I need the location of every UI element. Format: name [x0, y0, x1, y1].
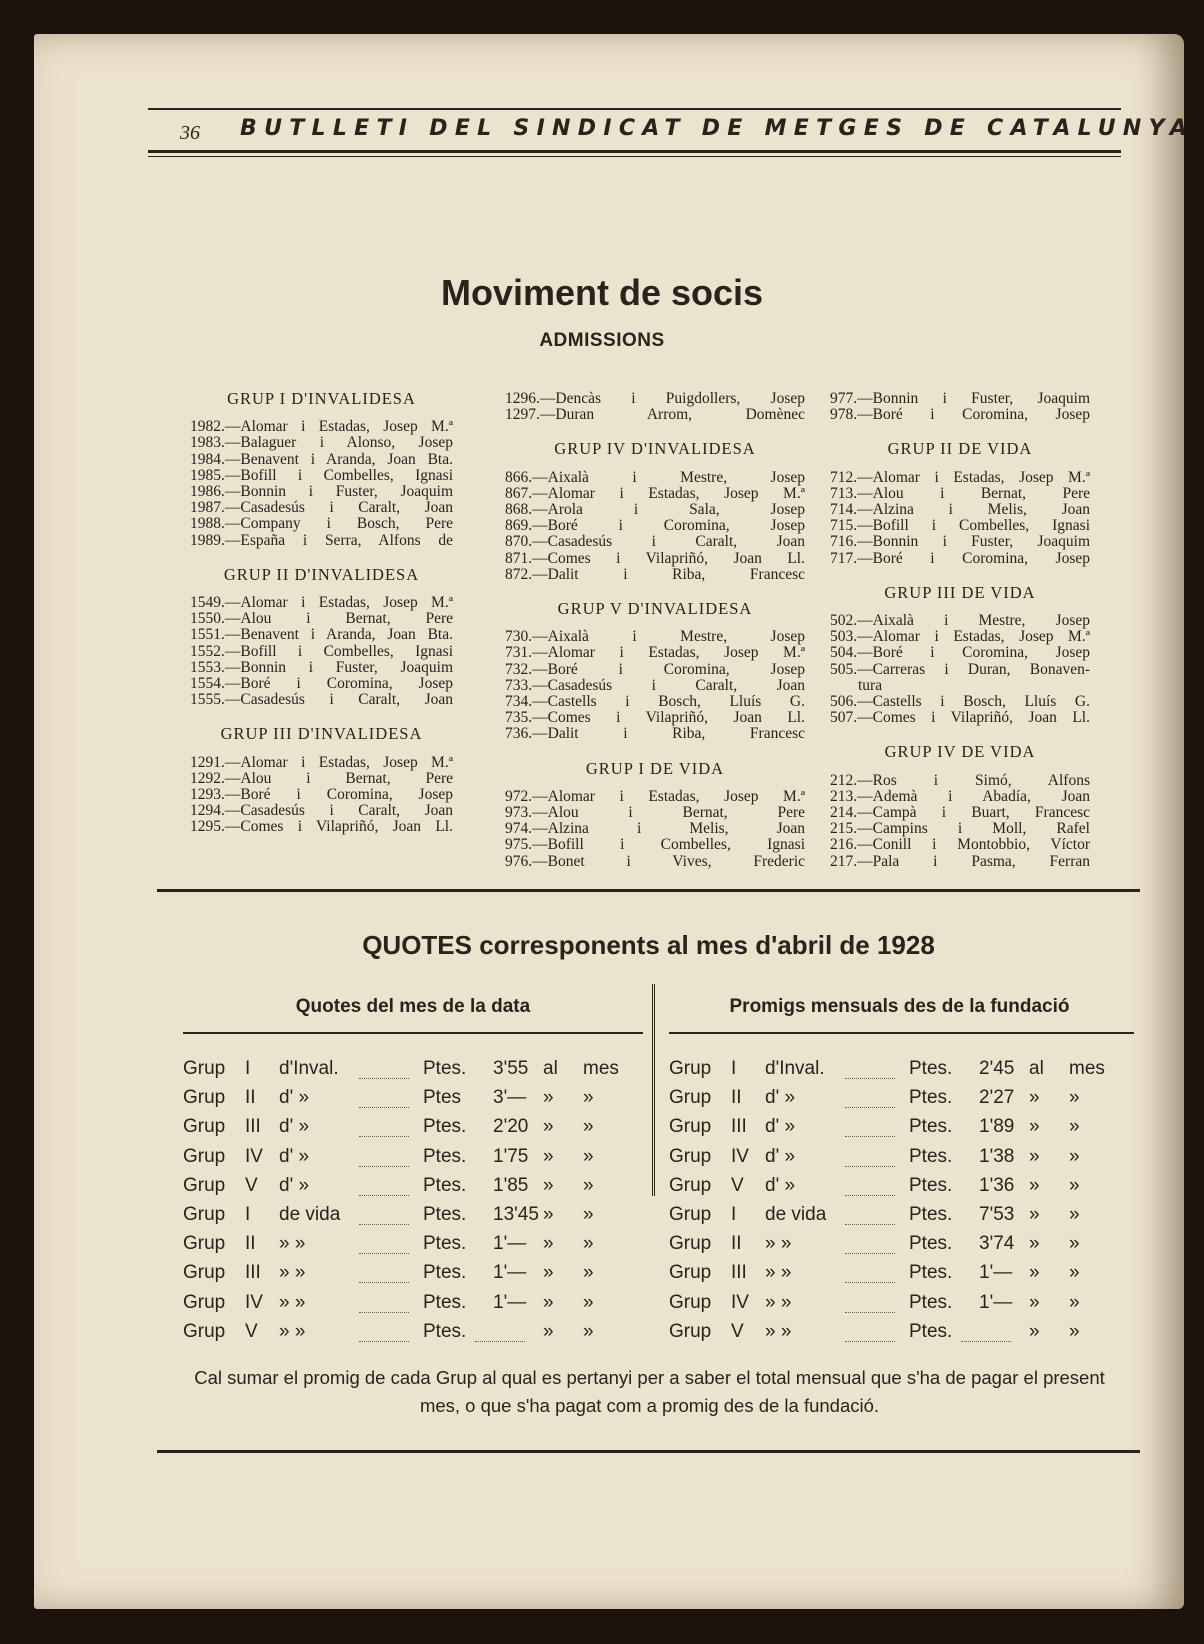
header-rule-bottom: [148, 150, 1121, 153]
row-amount: 7'53: [979, 1203, 1015, 1225]
row-currency: Ptes.: [909, 1320, 953, 1342]
member-entry: 1984.—Benavent i Aranda, Joan Bta.: [190, 451, 453, 468]
row-period: »: [1069, 1320, 1080, 1342]
member-entry: 716.—Bonnin i Fuster, Joaquim: [830, 534, 1090, 551]
member-entry: 712.—Alomar i Estadas, Josep M.ª: [830, 469, 1090, 486]
leader-dots: [359, 1341, 409, 1342]
member-entry: 866.—Aixalà i Mestre, Josep: [505, 469, 805, 486]
member-entry: 214.—Campà i Buart, Francesc: [830, 805, 1090, 822]
amount-leader-dots: [961, 1341, 1011, 1342]
member-entry: 1549.—Alomar i Estadas, Josep M.ª: [190, 595, 453, 612]
row-amount: 1'—: [493, 1291, 527, 1313]
row-amount: 2'20: [493, 1116, 529, 1138]
row-currency: Ptes.: [423, 1291, 467, 1313]
row-amount: 1'—: [493, 1262, 527, 1284]
member-entry: 735.—Comes i Vilapriñó, Joan Ll.: [505, 710, 805, 727]
row-unit: »: [1029, 1116, 1040, 1138]
member-entry: 869.—Boré i Coromina, Josep: [505, 518, 805, 535]
member-entry: 1555.—Casadesús i Caralt, Joan: [190, 692, 453, 709]
group-heading: GRUP III D'INVALIDESA: [220, 724, 423, 744]
quote-row: [183, 1058, 643, 1087]
section-heading: ADMISSIONS: [539, 330, 665, 351]
row-number: I: [245, 1203, 251, 1225]
row-currency: Ptes.: [423, 1116, 467, 1138]
row-currency: Ptes.: [423, 1145, 467, 1167]
row-grup: Grup: [669, 1291, 712, 1313]
quote-row: [183, 1175, 643, 1204]
row-period: »: [1069, 1145, 1080, 1167]
member-entry: 1987.—Casadesús i Caralt, Joan: [190, 500, 453, 517]
member-entry: 1291.—Alomar i Estadas, Josep M.ª: [190, 754, 453, 771]
row-type: » »: [279, 1262, 306, 1284]
row-type: de vida: [765, 1203, 827, 1225]
row-amount: 1'38: [979, 1145, 1015, 1167]
row-amount: 3'74: [979, 1233, 1015, 1255]
member-entry: 1552.—Bofill i Combelles, Ignasi: [190, 643, 453, 660]
quote-row: [669, 1116, 1134, 1145]
row-type: d'Inval.: [279, 1058, 339, 1079]
row-amount: 3'55: [493, 1058, 529, 1079]
group-heading: GRUP V D'INVALIDESA: [557, 599, 753, 619]
row-type: d' »: [765, 1174, 796, 1196]
member-entry: 1983.—Balaguer i Alonso, Josep: [190, 435, 453, 452]
group-heading: GRUP II D'INVALIDESA: [223, 564, 420, 584]
row-grup: Grup: [669, 1262, 712, 1284]
row-unit: »: [1029, 1145, 1040, 1167]
row-type: » »: [279, 1291, 306, 1313]
member-entry: 1553.—Bonnin i Fuster, Joaquim: [190, 659, 453, 676]
member-entry: 215.—Campins i Moll, Rafel: [830, 821, 1090, 838]
row-unit: »: [543, 1087, 554, 1109]
member-entry: 216.—Conill i Montobbio, Víctor: [830, 837, 1090, 854]
row-amount: 1'—: [979, 1291, 1013, 1313]
member-entry: 1551.—Benavent i Aranda, Joan Bta.: [190, 627, 453, 644]
quote-row: [183, 1087, 643, 1116]
member-entry: 731.—Alomar i Estadas, Josep M.ª: [505, 645, 805, 662]
member-entry: 974.—Alzina i Melis, Joan: [505, 821, 805, 838]
row-number: III: [731, 1262, 747, 1284]
member-entry: 978.—Boré i Coromina, Josep: [830, 407, 1090, 424]
member-entry: 736.—Dalit i Riba, Francesc: [505, 726, 805, 743]
row-currency: Ptes.: [909, 1262, 953, 1284]
member-entry: 1294.—Casadesús i Caralt, Joan: [190, 803, 453, 820]
quote-row: [183, 1116, 643, 1145]
column-divider: [652, 984, 655, 1196]
group-heading: GRUP III DE VIDA: [884, 582, 1036, 602]
member-entry: 713.—Alou i Bernat, Pere: [830, 485, 1090, 502]
leader-dots: [845, 1078, 895, 1079]
row-unit: al: [1029, 1058, 1044, 1079]
quote-row: [669, 1058, 1134, 1087]
row-number: IV: [245, 1291, 263, 1313]
row-currency: Ptes.: [909, 1116, 953, 1138]
quote-row: [183, 1262, 643, 1291]
member-entry: 1989.—España i Serra, Alfons de: [190, 532, 453, 549]
row-unit: »: [1029, 1087, 1040, 1109]
row-unit: »: [1029, 1174, 1040, 1196]
row-type: » »: [765, 1320, 792, 1342]
row-type: d' »: [765, 1087, 796, 1109]
member-entry: 714.—Alzina i Melis, Joan: [830, 502, 1090, 519]
leader-dots: [359, 1166, 409, 1167]
row-type: d'Inval.: [765, 1058, 825, 1079]
row-number: II: [245, 1233, 256, 1255]
row-number: IV: [731, 1145, 749, 1167]
row-type: de vida: [279, 1203, 341, 1225]
row-unit: »: [1029, 1320, 1040, 1342]
row-period: »: [1069, 1233, 1080, 1255]
row-number: I: [731, 1203, 737, 1225]
row-period: »: [583, 1291, 594, 1313]
row-grup: Grup: [183, 1233, 226, 1255]
quotes-right-table: [669, 1058, 1134, 1350]
row-currency: Ptes.: [909, 1174, 953, 1196]
row-amount: 13'45: [493, 1203, 539, 1225]
row-currency: Ptes.: [423, 1058, 467, 1079]
member-entry: 212.—Ros i Simó, Alfons: [830, 772, 1090, 789]
leader-dots: [845, 1136, 895, 1137]
row-grup: Grup: [669, 1058, 712, 1079]
row-currency: Ptes.: [909, 1203, 953, 1225]
row-period: »: [583, 1320, 594, 1342]
member-entry: 504.—Boré i Coromina, Josep: [830, 645, 1090, 662]
row-grup: Grup: [183, 1116, 226, 1138]
row-amount: 1'75: [493, 1145, 529, 1167]
left-heading-rule: [183, 1032, 643, 1034]
member-entry: 734.—Castells i Bosch, Lluís G.: [505, 694, 805, 711]
member-entry: 506.—Castells i Bosch, Lluís G.: [830, 694, 1090, 711]
row-number: II: [731, 1087, 742, 1109]
row-grup: Grup: [669, 1087, 712, 1109]
row-grup: Grup: [183, 1291, 226, 1313]
row-unit: »: [543, 1233, 554, 1255]
row-period: »: [583, 1262, 594, 1284]
row-period: »: [1069, 1262, 1080, 1284]
row-grup: Grup: [183, 1145, 226, 1167]
leader-dots: [845, 1312, 895, 1313]
row-type: d' »: [279, 1145, 310, 1167]
leader-dots: [359, 1282, 409, 1283]
leader-dots: [845, 1195, 895, 1196]
row-period: »: [1069, 1203, 1080, 1225]
member-entry: 1550.—Alou i Bernat, Pere: [190, 611, 453, 628]
member-entry: 976.—Bonet i Vives, Frederic: [505, 853, 805, 870]
leader-dots: [845, 1282, 895, 1283]
row-period: »: [583, 1233, 594, 1255]
row-type: d' »: [279, 1087, 310, 1109]
member-entry: 868.—Arola i Sala, Josep: [505, 502, 805, 519]
row-amount: 2'27: [979, 1087, 1015, 1109]
row-unit: »: [543, 1145, 554, 1167]
member-entry: 717.—Boré i Coromina, Josep: [830, 550, 1090, 567]
row-unit: »: [543, 1174, 554, 1196]
member-entry: 1293.—Boré i Coromina, Josep: [190, 787, 453, 804]
row-grup: Grup: [183, 1262, 226, 1284]
row-period: »: [1069, 1087, 1080, 1109]
member-entry: 870.—Casadesús i Caralt, Joan: [505, 534, 805, 551]
row-type: » »: [765, 1233, 792, 1255]
member-entry: 975.—Bofill i Combelles, Ignasi: [505, 837, 805, 854]
quote-row: [183, 1204, 643, 1233]
member-entry: 1986.—Bonnin i Fuster, Joaquim: [190, 484, 453, 501]
group-heading: GRUP I DE VIDA: [585, 758, 725, 778]
quote-row: [669, 1204, 1134, 1233]
row-unit: »: [543, 1291, 554, 1313]
quote-row: [669, 1175, 1134, 1204]
row-period: mes: [1069, 1058, 1105, 1079]
header-rule-top: [148, 108, 1121, 110]
row-period: »: [583, 1116, 594, 1138]
member-entry: 872.—Dalit i Riba, Francesc: [505, 566, 805, 583]
journal-title: BUTLLETI DEL SINDICAT DE METGES DE CATALUNYA: [240, 116, 1195, 141]
row-period: »: [1069, 1174, 1080, 1196]
admissions-column: [190, 391, 453, 836]
row-type: » »: [279, 1320, 306, 1342]
spacer: [505, 743, 805, 761]
member-entry: tura: [858, 677, 883, 694]
member-entry: 1554.—Boré i Coromina, Josep: [190, 676, 453, 693]
row-currency: Ptes.: [423, 1262, 467, 1284]
row-number: II: [731, 1233, 742, 1255]
admissions-column: [505, 391, 805, 870]
quotes-note: Cal sumar el promig de cada Grup al qual es pertanyi per a saber el total mensual que s'ha de pagar el present mes, o que s'ha pagat com a promig des de la fundació.: [194, 1367, 1105, 1416]
member-entry: 732.—Boré i Coromina, Josep: [505, 661, 805, 678]
leader-dots: [845, 1253, 895, 1254]
member-entry: 1985.—Bofill i Combelles, Ignasi: [190, 467, 453, 484]
quote-row: [669, 1321, 1134, 1350]
quote-row: [669, 1233, 1134, 1262]
row-number: IV: [731, 1291, 749, 1313]
row-type: » »: [765, 1291, 792, 1313]
quote-row: [183, 1321, 643, 1350]
page-number: 36: [180, 122, 200, 144]
row-period: mes: [583, 1058, 619, 1079]
quote-row: [183, 1292, 643, 1321]
member-entry: 867.—Alomar i Estadas, Josep M.ª: [505, 485, 805, 502]
row-number: II: [245, 1087, 256, 1109]
quote-row: [669, 1146, 1134, 1175]
row-currency: Ptes.: [909, 1291, 953, 1313]
member-entry: 217.—Pala i Pasma, Ferran: [830, 853, 1090, 870]
row-currency: Ptes.: [909, 1233, 953, 1255]
row-number: V: [731, 1174, 744, 1196]
row-number: IV: [245, 1145, 263, 1167]
member-entry: 1292.—Alou i Bernat, Pere: [190, 770, 453, 787]
quotes-title: QUOTES corresponents al mes d'abril de 1928: [362, 930, 935, 960]
row-grup: Grup: [669, 1116, 712, 1138]
row-grup: Grup: [183, 1058, 226, 1079]
group-heading: GRUP II DE VIDA: [887, 439, 1033, 459]
quote-row: [669, 1262, 1134, 1291]
member-entry: 1295.—Comes i Vilapriñó, Joan Ll.: [190, 819, 453, 836]
group-heading: GRUP IV D'INVALIDESA: [554, 439, 756, 459]
member-entry: 977.—Bonnin i Fuster, Joaquim: [830, 391, 1090, 407]
member-entry: 1297.—Duran Arrom, Domènec: [505, 407, 805, 424]
row-period: »: [1069, 1116, 1080, 1138]
member-entry: 507.—Comes i Vilapriñó, Joan Ll.: [830, 710, 1090, 727]
leader-dots: [359, 1078, 409, 1079]
group-heading: GRUP IV DE VIDA: [884, 742, 1036, 762]
row-number: V: [245, 1174, 258, 1196]
row-amount: 1'36: [979, 1174, 1015, 1196]
row-unit: »: [1029, 1233, 1040, 1255]
row-grup: Grup: [669, 1233, 712, 1255]
member-entry: 730.—Aixalà i Mestre, Josep: [505, 629, 805, 646]
row-unit: »: [1029, 1291, 1040, 1313]
admissions-column: [830, 391, 1090, 870]
row-currency: Ptes: [423, 1087, 462, 1109]
row-unit: »: [1029, 1203, 1040, 1225]
leader-dots: [845, 1341, 895, 1342]
row-type: d' »: [279, 1116, 310, 1138]
quotes-left-table: [183, 1058, 643, 1350]
row-grup: Grup: [669, 1203, 712, 1225]
article-title: Moviment de socis: [440, 272, 764, 313]
quote-row: [183, 1233, 643, 1262]
row-number: V: [731, 1320, 744, 1342]
row-amount: 1'—: [979, 1262, 1013, 1284]
leader-dots: [359, 1107, 409, 1108]
amount-leader-dots: [475, 1341, 525, 1342]
row-currency: Ptes.: [909, 1145, 953, 1167]
row-amount: 1'—: [493, 1233, 527, 1255]
row-type: » »: [765, 1262, 792, 1284]
row-type: d' »: [765, 1116, 796, 1138]
row-type: d' »: [765, 1145, 796, 1167]
row-grup: Grup: [669, 1145, 712, 1167]
member-entry: 505.—Carreras i Duran, Bonaven-: [830, 661, 1090, 678]
row-unit: »: [543, 1320, 554, 1342]
header-rule-bottom-thin: [148, 156, 1121, 157]
leader-dots: [845, 1224, 895, 1225]
leader-dots: [359, 1253, 409, 1254]
member-entry: 1296.—Dencàs i Puigdollers, Josep: [505, 391, 805, 407]
quote-row: [183, 1146, 643, 1175]
row-number: III: [731, 1116, 747, 1138]
row-unit: »: [1029, 1262, 1040, 1284]
row-currency: Ptes.: [423, 1174, 467, 1196]
row-unit: al: [543, 1058, 558, 1079]
row-number: I: [245, 1058, 251, 1079]
row-currency: Ptes.: [909, 1087, 953, 1109]
member-entry: 502.—Aixalà i Mestre, Josep: [830, 613, 1090, 630]
quotes-left-heading: Quotes del mes de la data: [295, 996, 531, 1017]
row-number: I: [731, 1058, 737, 1079]
quotes-box: [157, 889, 1140, 1453]
row-unit: »: [543, 1203, 554, 1225]
leader-dots: [359, 1195, 409, 1196]
row-type: » »: [279, 1233, 306, 1255]
row-grup: Grup: [183, 1174, 226, 1196]
row-amount: 2'45: [979, 1058, 1015, 1079]
row-period: »: [583, 1145, 594, 1167]
right-heading-rule: [669, 1032, 1134, 1034]
row-currency: Ptes.: [423, 1203, 467, 1225]
member-entry: 733.—Casadesús i Caralt, Joan: [505, 677, 805, 694]
row-period: »: [583, 1203, 594, 1225]
row-period: »: [1069, 1291, 1080, 1313]
row-grup: Grup: [669, 1320, 712, 1342]
row-grup: Grup: [669, 1174, 712, 1196]
row-number: III: [245, 1262, 261, 1284]
member-entry: 715.—Bofill i Combelles, Ignasi: [830, 518, 1090, 535]
member-entry: 1988.—Company i Bosch, Pere: [190, 516, 453, 533]
row-currency: Ptes.: [423, 1233, 467, 1255]
member-entry: 871.—Comes i Vilapriñó, Joan Ll.: [505, 550, 805, 567]
group-heading: GRUP I D'INVALIDESA: [227, 389, 416, 408]
row-currency: Ptes.: [423, 1320, 467, 1342]
leader-dots: [359, 1136, 409, 1137]
leader-dots: [845, 1107, 895, 1108]
row-unit: »: [543, 1116, 554, 1138]
row-period: »: [583, 1174, 594, 1196]
row-grup: Grup: [183, 1203, 226, 1225]
row-type: d' »: [279, 1174, 310, 1196]
row-grup: Grup: [183, 1087, 226, 1109]
leader-dots: [845, 1166, 895, 1167]
quote-row: [669, 1087, 1134, 1116]
row-amount: 1'85: [493, 1174, 529, 1196]
member-entry: 1982.—Alomar i Estadas, Josep M.ª: [190, 419, 453, 436]
row-currency: Ptes.: [909, 1058, 953, 1079]
member-entry: 503.—Alomar i Estadas, Josep M.ª: [830, 629, 1090, 646]
leader-dots: [359, 1224, 409, 1225]
row-grup: Grup: [183, 1320, 226, 1342]
quote-row: [669, 1292, 1134, 1321]
row-amount: 1'89: [979, 1116, 1015, 1138]
leader-dots: [359, 1312, 409, 1313]
row-period: »: [583, 1087, 594, 1109]
row-amount: 3'—: [493, 1087, 527, 1109]
quotes-right-heading: Promigs mensuals des de la fundació: [729, 996, 1070, 1017]
row-number: III: [245, 1116, 261, 1138]
row-number: V: [245, 1320, 258, 1342]
member-entry: 213.—Ademà i Abadía, Joan: [830, 788, 1090, 805]
row-unit: »: [543, 1262, 554, 1284]
member-entry: 972.—Alomar i Estadas, Josep M.ª: [505, 788, 805, 805]
member-entry: 973.—Alou i Bernat, Pere: [505, 805, 805, 822]
